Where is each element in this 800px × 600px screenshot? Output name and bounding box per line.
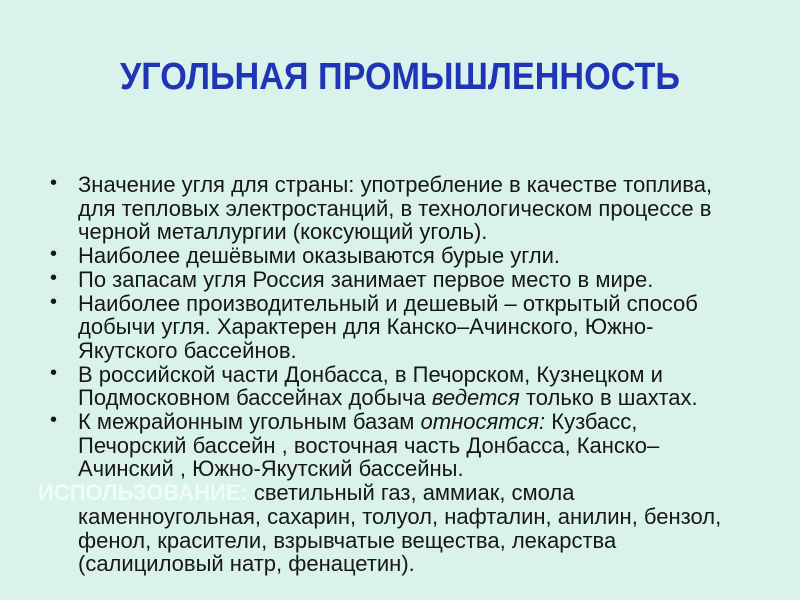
bullet-marker-icon: • (50, 172, 58, 194)
bullet-item (50, 266, 748, 292)
text-run: только в шахтах. (519, 385, 698, 411)
text-run: Наиболее дешёвыми оказываются бурые угли. (78, 243, 560, 269)
text-run: Наиболее производительный и дешевый – открытый способ добычи угля. Характерен для Канско–Ачинского, Южно-Якутского бассейнов. (78, 290, 698, 363)
bullet-marker-icon: • (50, 290, 58, 313)
text-run: светильный газ, аммиак, смола каменноугольная, сахарин, толуол, нафталин, анилин, бензол, фенол, красители, взрывчатые вещества, лекарства (салициловый натр, фенацетин). (78, 480, 722, 577)
text-run: относятся: (420, 409, 546, 435)
bullet-item (50, 361, 748, 411)
bullet-item (50, 172, 748, 245)
bullet-marker-icon: • (50, 409, 58, 432)
usage-paragraph (38, 480, 748, 577)
bullet-item (50, 290, 748, 363)
bullet-item (50, 409, 748, 482)
text-run: Кузбасс, Печорский бассейн , восточная часть Донбасса, Канско–Ачинский , Южно-Якутский бассейны. (78, 409, 660, 482)
text-run: Значение угля для страны: употребление в качестве топлива, для тепловых электростанций, в технологическом процессе в черной металлургии (коксующий уголь). (78, 172, 713, 245)
bullet-item (50, 243, 748, 269)
bullet-list (0, 173, 800, 576)
bullet-marker-icon: • (50, 266, 58, 289)
usage-label: ИСПОЛЬЗОВАНИЕ: (38, 480, 248, 506)
text-run: В российской части Донбасса, в Печорском, Кузнецком и Подмосковном бассейнах добыча (78, 361, 663, 411)
bullet-marker-icon: • (50, 361, 58, 384)
text-run: По запасам угля Россия занимает первое место в мире. (78, 266, 654, 292)
slide-title: УГОЛЬНАЯ ПРОМЫШЛЕННОСТЬ (119, 56, 681, 98)
text-run: К межрайонным угольным базам (78, 409, 421, 435)
bullet-marker-icon: • (50, 243, 58, 266)
text-run: ведется (431, 385, 520, 411)
